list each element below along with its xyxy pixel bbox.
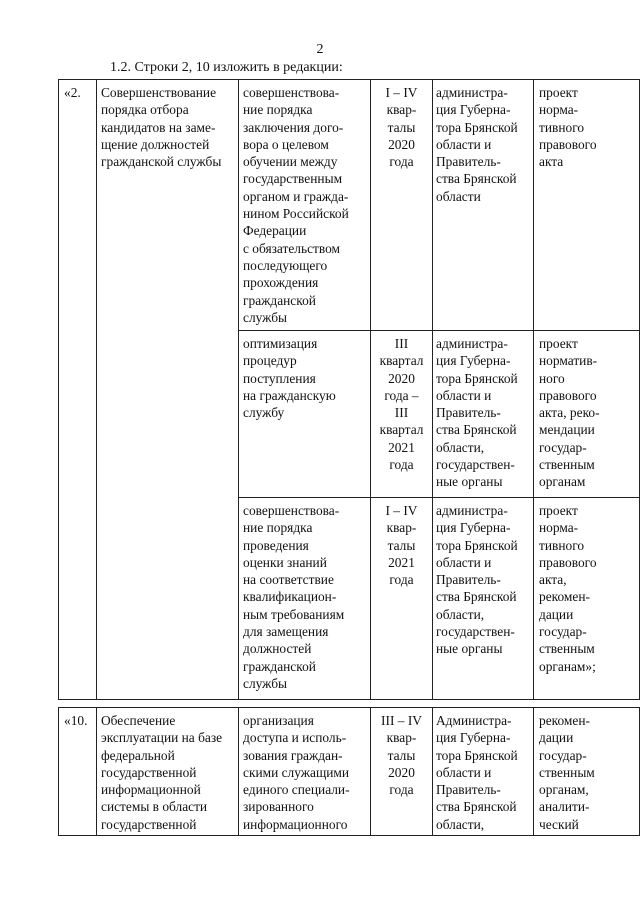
responsible-cell: администра- ция Губерна- тора Брянской области и Правитель- ства Брянской области, государствен- ные органы [433, 331, 534, 498]
term-cell: I – IV квар- талы 2020 года [371, 80, 433, 331]
amendment-intro: 1.2. Строки 2, 10 изложить в редакции: [110, 60, 343, 75]
page-number: 2 [316, 42, 324, 57]
document-cell: проект норма- тивного правового акта, рекомен- дации государ- ственным органам»; [534, 498, 640, 700]
measure-cell: совершенствова- ние порядка проведения оценки знаний на соответствие квалификацион- ным требованиям для замещения должностей гражданской службы [239, 498, 371, 700]
responsible-cell: администра- ция Губерна- тора Брянской области и Правитель- ства Брянской области [433, 80, 534, 331]
measure-cell: организация доступа и исполь- зования граждан- скими служащими единого специали- зированного информационного [239, 708, 371, 836]
row-title: Совершенствование порядка отбора кандидатов на заме- щение должностей гражданской службы [97, 80, 239, 700]
row-gap [59, 700, 640, 708]
row-number: «2. [59, 80, 97, 700]
responsible-cell: администра- ция Губерна- тора Брянской области и Правитель- ства Брянской области, государствен- ные органы [433, 498, 534, 700]
document-cell: проект норма- тивного правового акта [534, 80, 640, 331]
measure-cell: совершенствова- ние порядка заключения дого- вора о целевом обучении между государственным органом и гражда- нином Российской Федерации с обязательством последующего прохождения гражданской службы [239, 80, 371, 331]
term-cell: III – IV квар- талы 2020 года [371, 708, 433, 836]
row-title: Обеспечение эксплуатации на базе федеральной государственной информационной системы в области государственной [97, 708, 239, 836]
document-cell: рекомен- дации государ- ственным органам, аналити- ческий [534, 708, 640, 836]
plan-table [58, 79, 640, 836]
document-cell: проект норматив- ного правового акта, реко- мендации государ- ственным органам [534, 331, 640, 498]
row-number: «10. [59, 708, 97, 836]
measure-cell: оптимизация процедур поступления на гражданскую службу [239, 331, 371, 498]
table-row [59, 80, 640, 331]
responsible-cell: Администра- ция Губерна- тора Брянской области и Правитель- ства Брянской области, [433, 708, 534, 836]
term-cell: I – IV квар- талы 2021 года [371, 498, 433, 700]
table-row [59, 708, 640, 836]
term-cell: III квартал 2020 года – III квартал 2021 года [371, 331, 433, 498]
